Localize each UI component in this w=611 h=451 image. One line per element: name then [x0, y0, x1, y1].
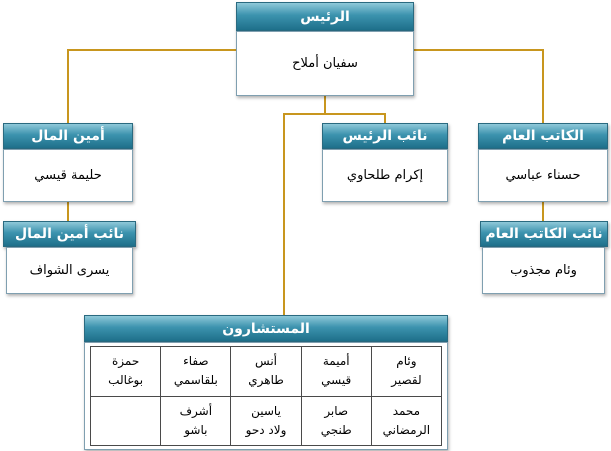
advisor-cell — [231, 396, 301, 446]
advisor-cell — [161, 347, 231, 397]
advisor-last-name: قيسي — [321, 373, 352, 388]
secretary-general-title: الكاتب العام — [478, 123, 608, 149]
advisor-last-name: ولاد دحو — [245, 422, 287, 437]
deputy-secretary-title: نائب الكاتب العام — [480, 221, 608, 247]
vice-president-title: نائب الرئيس — [322, 123, 448, 149]
treasurer-title: أمين المال — [3, 123, 133, 149]
advisor-cell — [161, 396, 231, 446]
connector-president-secretary — [414, 50, 543, 123]
advisor-first-name: أنس — [255, 354, 278, 369]
advisor-first-name: صفاء — [183, 354, 209, 369]
advisor-cell — [301, 396, 371, 446]
advisor-first-name: ياسين — [251, 403, 281, 418]
deputy-treasurer-title: نائب أمين المال — [3, 221, 136, 247]
advisor-cell — [231, 347, 301, 397]
president-name: سفيان أملاح — [236, 31, 414, 96]
advisor-cell-empty — [91, 396, 161, 446]
president-title: الرئيس — [236, 2, 414, 31]
advisor-last-name: طاهري — [248, 373, 284, 388]
advisor-last-name: طنجي — [320, 422, 352, 437]
advisors-title: المستشارون — [84, 315, 448, 342]
vice-president-name: إكرام طلحاوي — [322, 149, 448, 202]
advisor-first-name: حمزة — [111, 354, 140, 369]
advisor-first-name: أشرف — [179, 403, 213, 418]
advisor-last-name: باشو — [184, 422, 208, 437]
treasurer-name: حليمة قيسي — [3, 149, 133, 202]
advisor-first-name: صابر — [324, 403, 349, 418]
advisors-body — [84, 342, 448, 450]
advisor-last-name: بلقاسمي — [173, 373, 218, 388]
secretary-general-name: حسناء عباسي — [478, 149, 608, 202]
connector-president-vice — [325, 96, 385, 123]
advisor-last-name: لقصير — [391, 373, 422, 388]
advisor-cell — [91, 347, 161, 397]
advisor-cell — [371, 396, 441, 446]
advisor-cell — [371, 347, 441, 397]
advisors-table — [90, 346, 442, 446]
advisor-first-name: محمد — [392, 403, 421, 418]
deputy-secretary-name: وئام مجذوب — [482, 247, 605, 294]
advisor-last-name: بوغالب — [108, 373, 144, 388]
advisors-row — [91, 396, 442, 446]
advisor-last-name: الرمضاني — [382, 422, 431, 437]
advisor-first-name: وئام — [396, 354, 417, 369]
deputy-treasurer-name: يسرى الشواف — [6, 247, 133, 294]
advisors-row — [91, 347, 442, 397]
connector-president-treasurer — [68, 50, 236, 123]
advisor-first-name: أميمة — [322, 354, 350, 369]
advisor-cell — [301, 347, 371, 397]
connector-president-advisors — [284, 114, 325, 315]
